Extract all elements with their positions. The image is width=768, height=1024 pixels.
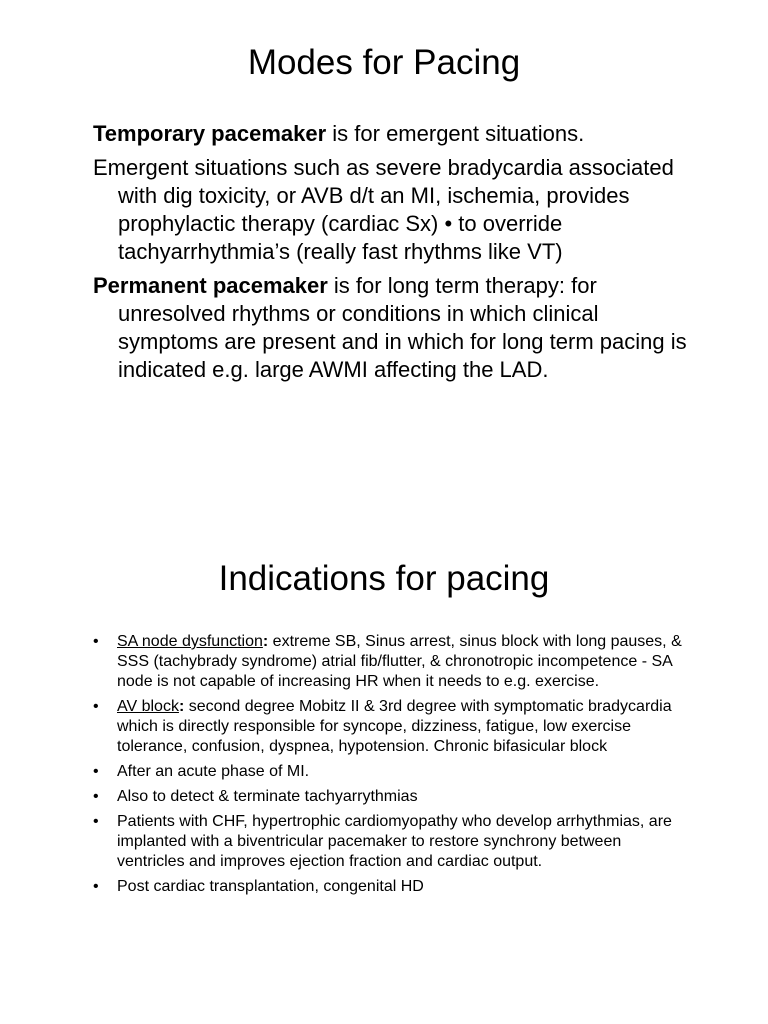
term-temporary-pacemaker: Temporary pacemaker <box>93 121 327 146</box>
list-item <box>93 697 693 757</box>
permanent-pacemaker-paragraph <box>93 272 693 384</box>
slide-title: Modes for Pacing <box>247 43 521 82</box>
list-item <box>93 787 693 807</box>
list-item-text: extreme SB, Sinus arrest, sinus block with long pauses, & SSS (tachybrady syndrome) atrial fib/flutter, & chronotropic incompetence - SA node is not capable of increasing HR when it needs to e.g. exercise. <box>117 633 682 690</box>
bullet-icon: • <box>93 878 99 895</box>
list-item-text: Patients with CHF, hypertrophic cardiomyopathy who develop arrhythmias, are implanted with a biventricular pacemaker to restore synchrony between ventricles and improves ejection fraction and cardiac output. <box>117 813 672 870</box>
term-permanent-pacemaker: Permanent pacemaker <box>93 273 328 298</box>
term-separator: : <box>178 698 185 715</box>
list-item-text: After an acute phase of MI. <box>117 763 310 780</box>
slide-indications-for-pacing <box>0 512 768 1024</box>
term-sa-node-dysfunction: SA node dysfunction <box>117 633 263 650</box>
bullet-icon: • <box>93 763 99 780</box>
term-av-block: AV block <box>117 698 179 715</box>
list-item <box>93 632 693 692</box>
list-item-text: Post cardiac transplantation, congenital HD <box>117 878 424 895</box>
temporary-pacemaker-paragraph <box>93 120 693 148</box>
list-item-text: second degree Mobitz II & 3rd degree with symptomatic bradycardia which is directly responsible for syncope, dizziness, fatigue, low exercise tolerance, confusion, dyspnea, hypotension. Chronic bifasicular block <box>117 698 672 755</box>
indications-list <box>93 632 693 902</box>
term-separator: : <box>262 633 269 650</box>
list-item <box>93 812 693 872</box>
bullet-icon: • <box>93 633 99 650</box>
paragraph-text: is for long term therapy: for unresolved rhythms or conditions in which clinical symptoms are present and in which for long term pacing is indicated e.g. large AWMI affecting the LAD. <box>118 273 687 382</box>
slide-body <box>93 120 693 390</box>
paragraph-text: is for emergent situations. <box>326 121 585 146</box>
emergent-situations-paragraph: Emergent situations such as severe bradycardia associated with dig toxicity, or AVB d/t an MI, ischemia, provides prophylactic therapy (cardiac Sx) • to override tachyarrhythmia’s (really fast rhythms like VT) <box>93 155 674 264</box>
bullet-icon: • <box>93 788 99 805</box>
slide-title: Indications for pacing <box>218 559 550 598</box>
list-item <box>93 762 693 782</box>
bullet-icon: • <box>93 698 99 715</box>
list-item-text: Also to detect & terminate tachyarrythmias <box>117 788 418 805</box>
list-item <box>93 877 693 897</box>
bullet-icon: • <box>93 813 99 830</box>
